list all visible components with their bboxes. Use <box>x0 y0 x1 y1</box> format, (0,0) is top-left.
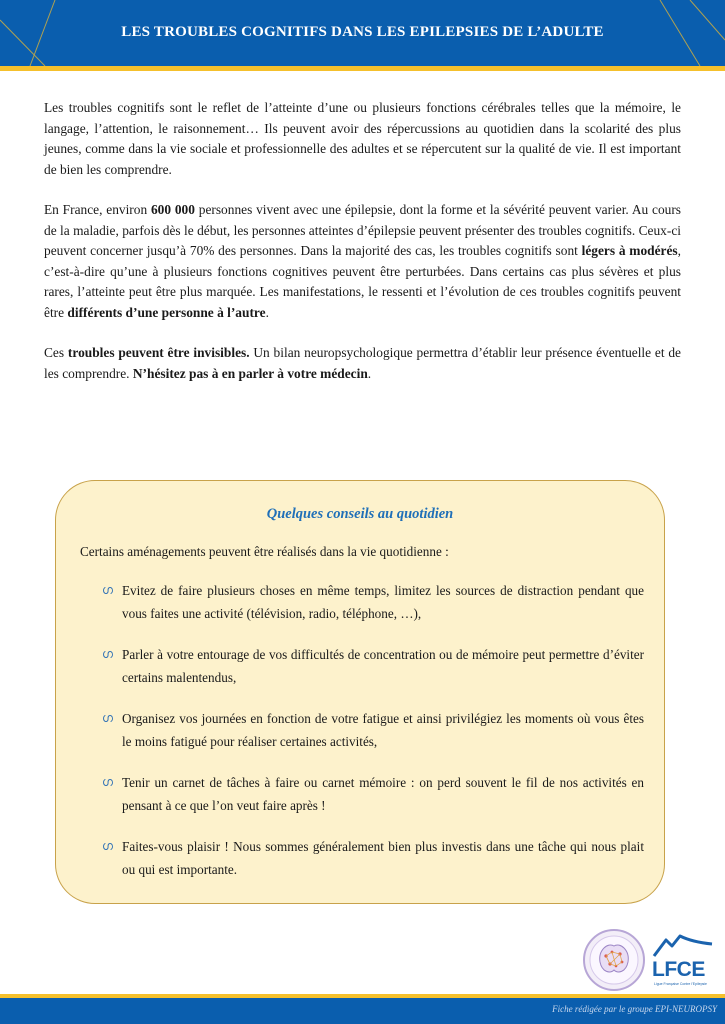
advice-item: ഗ Evitez de faire plusieurs choses en même temps, limitez les sources de distraction pendant que vous faites une activité (télévision, radio, téléphone, …), <box>102 579 644 625</box>
advice-list <box>102 579 644 899</box>
intro-text <box>44 98 681 404</box>
header-banner <box>0 0 725 66</box>
page-title: LES TROUBLES COGNITIFS DANS LES EPILEPSIES DE L’ADULTE <box>121 24 604 40</box>
lfce-logo-text: LFCE <box>652 958 705 981</box>
partner-logos <box>582 928 717 994</box>
footer-banner <box>0 998 725 1024</box>
bullet-icon: ഗ <box>102 647 113 661</box>
lfce-logo <box>652 932 714 992</box>
bullet-icon: ഗ <box>102 711 113 725</box>
advice-box <box>55 480 665 904</box>
advice-title: Quelques conseils au quotidien <box>266 506 454 522</box>
lfce-logo-subtitle: Ligue Française Contre l'Epilepsie <box>654 982 708 986</box>
advice-item: ഗ Faites-vous plaisir ! Nous sommes généralement bien plus investis dans une tâche qui nous plait ou qui est importante. <box>102 835 644 881</box>
bullet-icon: ഗ <box>102 583 113 597</box>
advice-item: ഗ Organisez vos journées en fonction de votre fatigue et ainsi privilégiez les moments où vous êtes le moins fatigué pour réaliser certaines activités, <box>102 707 644 753</box>
brain-network-logo-icon <box>582 928 646 992</box>
header-divider <box>0 66 725 71</box>
advice-item: ഗ Tenir un carnet de tâches à faire ou carnet mémoire : on perd souvent le fil de nos activités en pensant à ce que l’on veut faire après ! <box>102 771 644 817</box>
intro-paragraph-1: Les troubles cognitifs sont le reflet de l’atteinte d’une ou plusieurs fonctions cérébrales telles que la mémoire, le langage, l’attention, le raisonnement… Ils peuvent avoir des répercussions au quotidien dans la scolarité des plus jeunes, comme dans la vie sociale et professionnelle des adultes et se répercutent sur la qualité de vie. Il est important de bien les comprendre. <box>44 100 681 177</box>
advice-lead: Certains aménagements peuvent être réalisés dans la vie quotidienne : <box>80 544 449 559</box>
bullet-icon: ഗ <box>102 775 113 789</box>
footer-credit: Fiche rédigée par le groupe EPI-NEUROPSY <box>552 1004 717 1014</box>
advice-item: ഗ Parler à votre entourage de vos difficultés de concentration ou de mémoire peut permettre d’éviter certains malentendus, <box>102 643 644 689</box>
bullet-icon: ഗ <box>102 839 113 853</box>
intro-paragraph-2: En France, environ 600 000 personnes vivent avec une épilepsie, dont la forme et la sévérité peuvent varier. Au cours de la maladie, parfois dès le début, les personnes atteintes d’épilepsie peuvent présenter des troubles cognitifs. Ceux-ci peuvent concerner jusqu’à 70% des personnes. Dans la majorité des cas, les troubles cognitifs sont légers à modérés, c’est-à-dire qu’une à plusieurs fonctions cognitives peuvent être perturbées. Dans certains cas plus sévères et plus rares, l’atteinte peut être plus marquée. Les manifestations, le ressenti et l’évolution de ces troubles cognitifs peuvent être différents d’une personne à l’autre. <box>44 202 682 320</box>
intro-paragraph-3: Ces troubles peuvent être invisibles. Un bilan neuropsychologique permettra d’établir leur présence éventuelle et de les comprendre. N’hésitez pas à en parler à votre médecin. <box>44 345 682 381</box>
